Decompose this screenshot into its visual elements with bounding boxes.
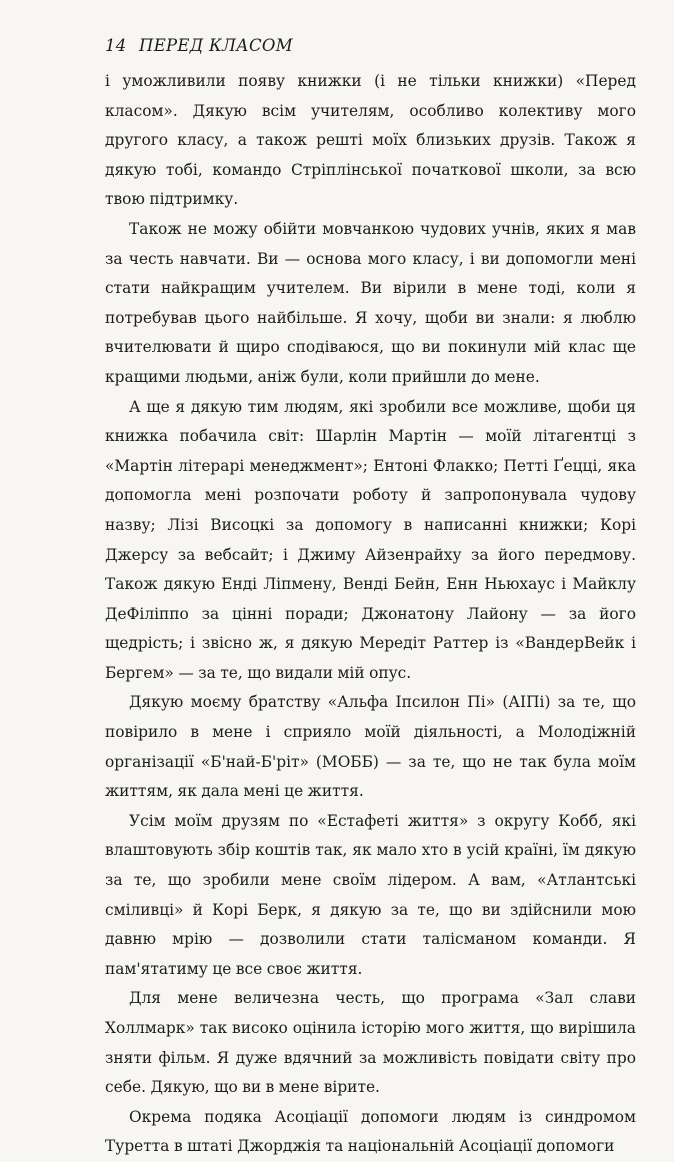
paragraph: Також не можу обійти мовчанкою чудових учнів, яких я мав за честь навчати. Ви — основа мого класу, і ви допомогли мені стати найкращим учителем. Ви вірили в мене тоді, коли я потребував цього найбільше. Я хочу, щоби ви знали: я люблю вчителювати й щиро сподіваюся, що ви покинули мій клас ще кращими людьми, аніж були, коли прийшли до мене. <box>105 219 636 386</box>
paragraph: Усім моїм друзям по «Естафеті життя» з округу Кобб, які влаштовують збір коштів так, як мало хто в усій країні, їм дякую за те, що зробили мене своїм лідером. А вам, «Атлантські сміливці» й Корі Берк, я дякую за те, що ви здійснили мою давню мрію — дозволили стати талісманом команди. Я пам'ятатиму це все своє життя. <box>105 811 636 978</box>
running-head <box>105 36 636 55</box>
body-text <box>105 67 636 1162</box>
paragraph: Дякую моєму братству «Альфа Іпсилон Пі» (АІПі) за те, що повірило в мене і сприяло моїй діяльності, а Молодіжній організації «Б'най-Б'ріт» (МОББ) — за те, що не так була моїм життям, як дала мені це життя. <box>105 693 636 801</box>
paragraph: і уможливили появу книжки (і не тільки книжки) «Перед класом». Дякую всім учителям, особливо колективу мого другого класу, а також решті моїх близьких друзів. Також я дякую тобі, командо Стріплінської початкової школи, за всю твою підтримку. <box>105 72 636 209</box>
paragraph: Окрема подяка Асоціації допомоги людям із синдромом Туретта в штаті Джорджія та національній Асоціації допомоги <box>105 1107 636 1156</box>
running-title: ПЕРЕД КЛАСОМ <box>139 36 293 55</box>
paragraph: Для мене величезна честь, що програма «Зал слави Холлмарк» так високо оцінила історію мого життя, що вирішила зняти фільм. Я дуже вдячний за можливість повідати світу про себе. Дякую, що ви в мене вірите. <box>105 989 636 1097</box>
page-number: 14 <box>105 36 127 55</box>
paragraph: А ще я дякую тим людям, які зробили все можливе, щоби ця книжка побачила світ: Шарлін Мартін — моїй літагентці з «Мартін літерарі менеджмент»; Ентоні Флакко; Петті Ґецці, яка допомогла мені розпочати роботу й запропонувала чудову назву; Лізі Висоцкі за допомогу в написанні книжки; Корі Джерсу за вебсайт; і Джиму Айзенрайху за його передмову. Також дякую Енді Ліпмену, Венді Бейн, Енн Ньюхаус і Майклу ДеФіліппо за цінні поради; Джонатону Лайону — за його щедрість; і звісно ж, я дякую Мередіт Раттер із «ВандерВейк і Бергем» — за те, що видали мій опус. <box>105 397 636 682</box>
